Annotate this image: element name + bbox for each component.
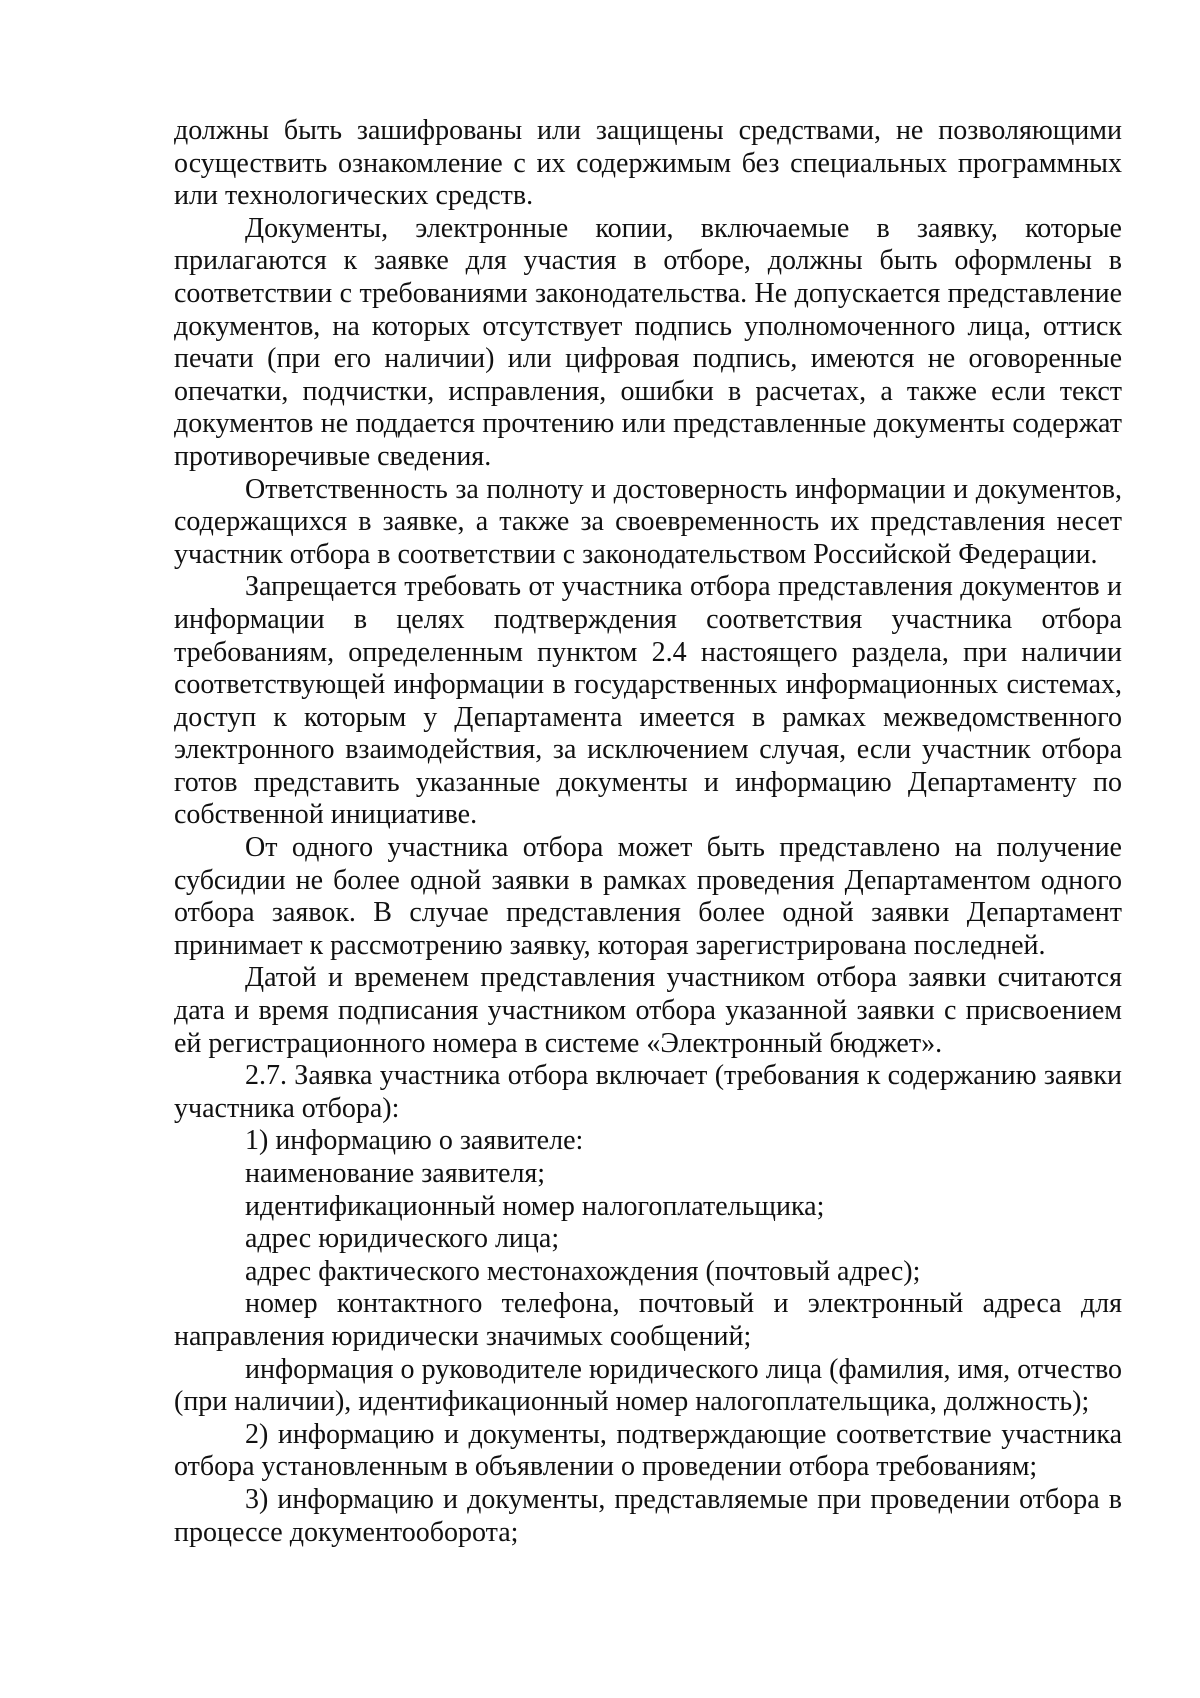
paragraph-encryption-requirement: должны быть зашифрованы или защищены средствами, не позволяющими осуществить ознакомление с их содержимым без специальных программных или технологических средств. <box>174 115 1122 212</box>
list-item-applicant-name: наименование заявителя; <box>245 1158 546 1189</box>
paragraph-section-2-7: 2.7. Заявка участника отбора включает (требования к содержанию заявки участника отбора): <box>174 1060 1122 1124</box>
paragraph-one-application: От одного участника отбора может быть представлено на получение субсидии не более одной заявки в рамках проведения Департаментом одного отбора заявок. В случае представления более одной заявки Департамент принимает к рассмотрению заявку, которая зарегистрирована последней. <box>174 832 1122 961</box>
list-item-legal-address: адрес юридического лица; <box>245 1223 560 1255</box>
paragraph-document-formatting: Документы, электронные копии, включаемые в заявку, которые прилагаются к заявке для участия в отборе, должны быть оформлены в соответствии с требованиями законодательства. Не допускается представление документов, на которых отсутствует подпись уполномоченного лица, оттиск печати (при его наличии) или цифровая подпись, имеются не оговоренные опечатки, подчистки, исправления, ошибки в расчетах, а также если текст документов не поддается прочтению или представленные документы содержат противоречивые сведения. <box>174 212 1122 472</box>
list-item-document-flow: 3) информацию и документы, представляемые при проведении отбора в процессе документооборота; <box>174 1483 1122 1548</box>
list-item-contacts: номер контактного телефона, почтовый и электронный адреса для направления юридически значимых сообщений; <box>174 1288 1122 1352</box>
list-item-director-info: информация о руководителе юридического лица (фамилия, имя, отчество (при наличии), идентификационный номер налогоплательщика, должность); <box>174 1353 1122 1418</box>
paragraph-responsibility: Ответственность за полноту и достоверность информации и документов, содержащихся в заявке, а также за своевременность их представления несет участник отбора в соответствии с законодательством Российской Федерации. <box>174 473 1122 570</box>
paragraph-submission-date: Датой и временем представления участником отбора заявки считаются дата и время подписания участником отбора указанной заявки с присвоением ей регистрационного номера в системе «Электронный бюджет». <box>174 962 1122 1059</box>
list-item-taxpayer-number: идентификационный номер налогоплательщика; <box>245 1190 825 1222</box>
list-item-applicant-info: 1) информацию о заявителе: <box>245 1125 584 1157</box>
document-page <box>174 115 1122 1549</box>
list-item-actual-address: адрес фактического местонахождения (почтовый адрес); <box>245 1255 921 1287</box>
paragraph-prohibition: Запрещается требовать от участника отбора представления документов и информации в целях подтверждения соответствия участника отбора требованиям, определенным пунктом 2.4 настоящего раздела, при наличии соответствующей информации в государственных информационных системах, доступ к которым у Департамента имеется в рамках межведомственного электронного взаимодействия, за исключением случая, если участник отбора готов представить указанные документы и информацию Департаменту по собственной инициативе. <box>174 571 1122 831</box>
list-item-compliance-documents: 2) информацию и документы, подтверждающие соответствие участника отбора установленным в объявлении о проведении отбора требованиям; <box>174 1418 1122 1483</box>
